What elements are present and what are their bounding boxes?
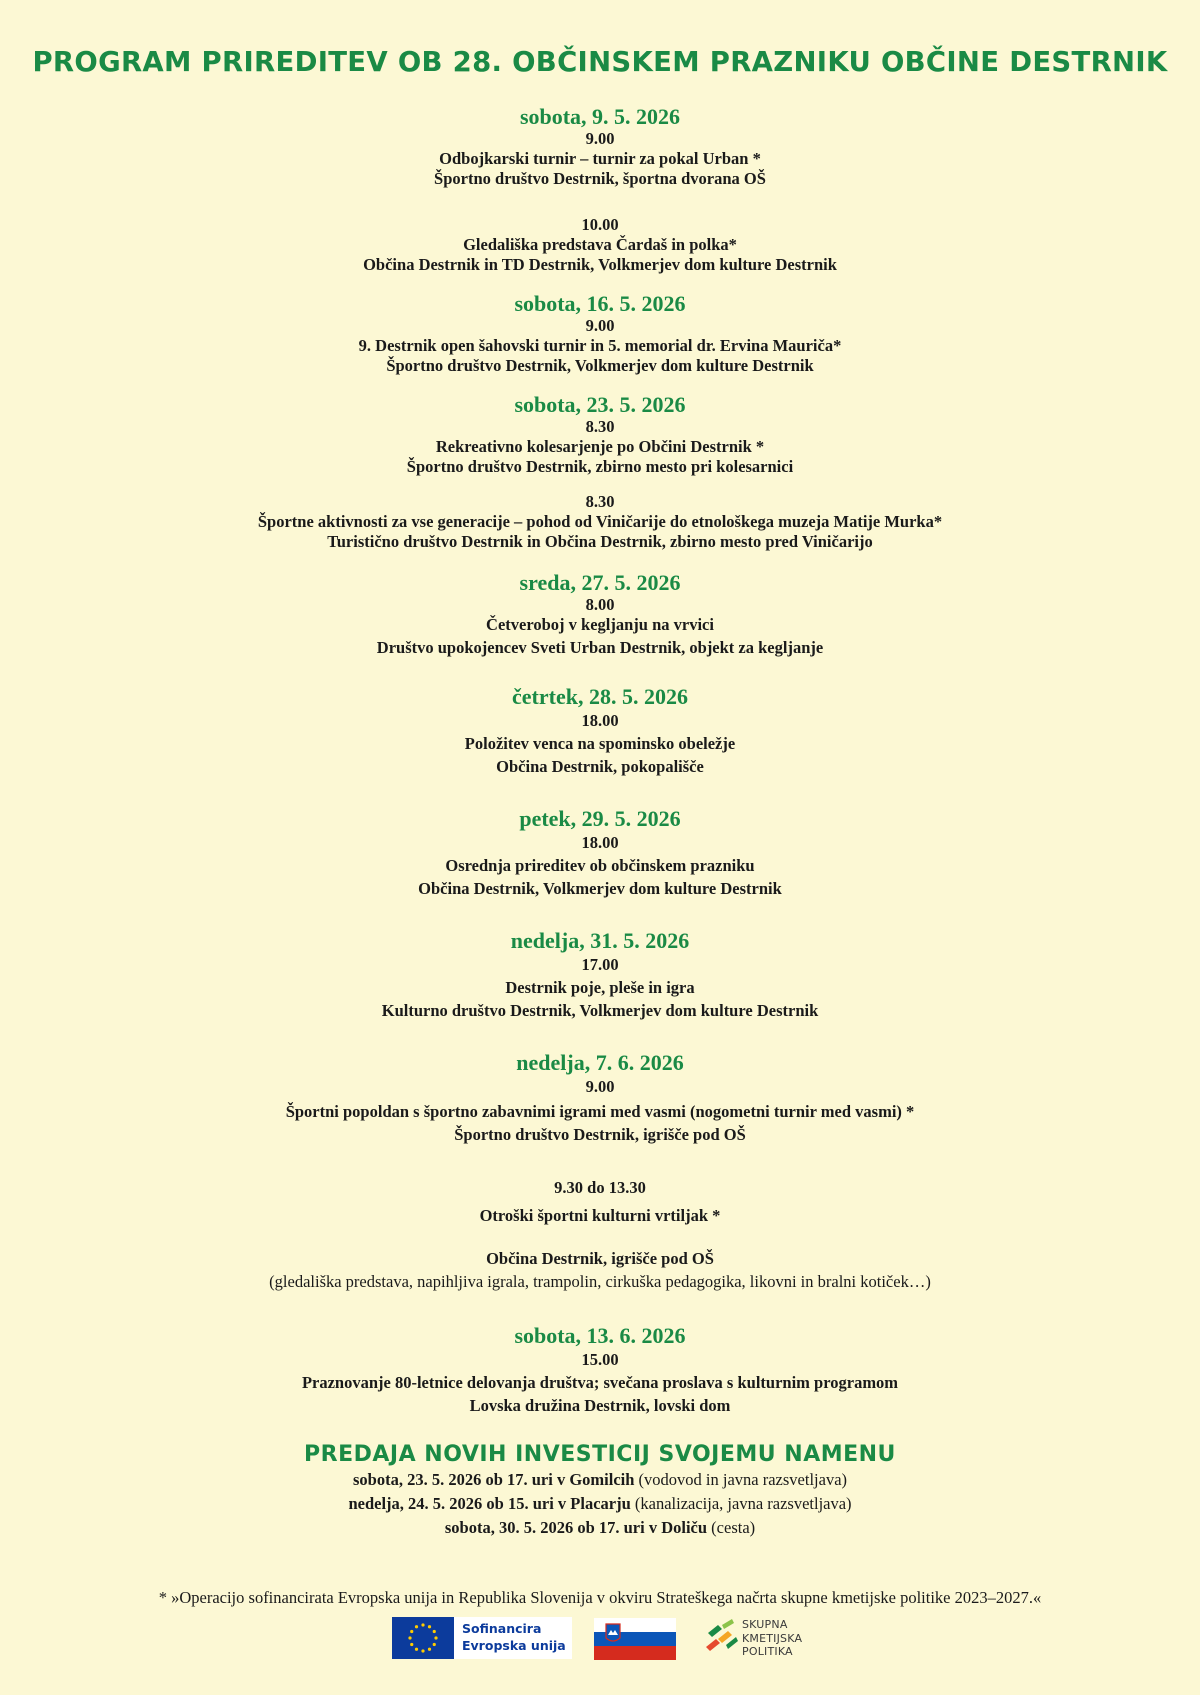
investment-what: (vodovod in javna razsvetljava) bbox=[634, 1470, 848, 1489]
investment-what: (kanalizacija, javna razsvetljava) bbox=[630, 1494, 852, 1513]
skp-logo-line2: KMETIJSKA bbox=[742, 1631, 803, 1645]
skp-logo-line1: SKUPNA bbox=[742, 1618, 788, 1631]
event-title: Gledališka predstava Čardaš in polka* bbox=[463, 235, 737, 254]
event-block bbox=[0, 1178, 1200, 1292]
event-title: Športne aktivnosti za vse generacije – pohod od Viničarije do etnološkega muzeja Matije Murka* bbox=[257, 512, 943, 531]
event-title: 9. Destrnik open šahovski turnir in 5. memorial dr. Ervina Mauriča* bbox=[358, 336, 842, 355]
investment-item bbox=[0, 1494, 1200, 1514]
event-time: 15.00 bbox=[581, 1350, 619, 1369]
day-section bbox=[0, 104, 1200, 189]
eu-star-icon bbox=[415, 1648, 418, 1651]
event-time: 18.00 bbox=[581, 711, 619, 730]
event-time: 17.00 bbox=[581, 955, 619, 974]
eu-flag-icon bbox=[392, 1617, 454, 1659]
eu-star-icon bbox=[421, 1649, 424, 1652]
event-title: Odbojkarski turnir – turnir za pokal Urban * bbox=[439, 149, 761, 168]
skp-emblem-icon bbox=[704, 1619, 740, 1659]
event-organizer: Občina Destrnik, Volkmerjev dom kulture Destrnik bbox=[418, 879, 782, 898]
eu-star-icon bbox=[408, 1636, 411, 1639]
eu-logo-line2: Evropska unija bbox=[462, 1638, 566, 1653]
event-title: Praznovanje 80-letnice delovanja društva; svečana proslava s kulturnim programom bbox=[301, 1373, 899, 1392]
event-title: Športni popoldan s športno zabavnimi igrami med vasmi (nogometni turnir med vasmi) * bbox=[285, 1102, 915, 1121]
event-title: Otroški športni kulturni vrtiljak * bbox=[479, 1206, 721, 1225]
day-section bbox=[0, 928, 1200, 1021]
event-time: 9.30 do 13.30 bbox=[554, 1178, 646, 1197]
event-time: 9.00 bbox=[585, 316, 615, 335]
day-heading: sobota, 13. 6. 2026 bbox=[514, 1323, 686, 1348]
event-title: Četveroboj v kegljanju na vrvici bbox=[486, 615, 714, 634]
eu-star-icon bbox=[433, 1630, 436, 1633]
eu-star-icon bbox=[415, 1625, 418, 1628]
event-block bbox=[0, 492, 1200, 552]
investment-what: (cesta) bbox=[707, 1518, 756, 1537]
investment-when: nedelja, 24. 5. 2026 ob 15. uri v Placarju bbox=[348, 1494, 631, 1513]
event-organizer: Občina Destrnik in TD Destrnik, Volkmerjev dom kulture Destrnik bbox=[363, 255, 837, 274]
day-heading: četrtek, 28. 5. 2026 bbox=[512, 684, 688, 709]
eu-star-icon bbox=[428, 1648, 431, 1651]
event-title: Položitev venca na spominsko obeležje bbox=[464, 734, 736, 753]
event-organizer: Občina Destrnik, igrišče pod OŠ bbox=[486, 1249, 714, 1268]
event-title: Rekreativno kolesarjenje po Občini Destrnik * bbox=[435, 437, 765, 456]
day-section bbox=[0, 570, 1200, 658]
eu-star-icon bbox=[433, 1643, 436, 1646]
event-time: 9.00 bbox=[585, 129, 615, 148]
skp-logo bbox=[704, 1617, 814, 1661]
day-section bbox=[0, 806, 1200, 899]
event-time: 8.00 bbox=[585, 595, 615, 614]
event-organizer: Športno društvo Destrnik, igrišče pod OŠ bbox=[454, 1125, 746, 1144]
slovenia-flag-icon bbox=[594, 1618, 676, 1660]
eu-star-icon bbox=[428, 1625, 431, 1628]
day-section bbox=[0, 291, 1200, 376]
investment-when: sobota, 23. 5. 2026 ob 17. uri v Gomilcih bbox=[352, 1470, 635, 1489]
event-title: Destrnik poje, pleše in igra bbox=[505, 978, 695, 997]
eu-logo bbox=[392, 1617, 572, 1659]
investment-item bbox=[0, 1470, 1200, 1490]
investment-when: sobota, 30. 5. 2026 ob 17. uri v Doliču bbox=[444, 1518, 708, 1537]
event-block bbox=[0, 215, 1200, 275]
skp-logo-line3: POLITIKA bbox=[742, 1645, 793, 1658]
eu-star-icon bbox=[410, 1643, 413, 1646]
event-time: 8.30 bbox=[585, 492, 615, 511]
eu-star-icon bbox=[410, 1630, 413, 1633]
day-heading: sreda, 27. 5. 2026 bbox=[519, 570, 681, 595]
day-section bbox=[0, 1050, 1200, 1145]
day-heading: sobota, 23. 5. 2026 bbox=[514, 392, 686, 417]
event-time: 9.00 bbox=[585, 1077, 615, 1096]
day-heading: sobota, 16. 5. 2026 bbox=[514, 291, 686, 316]
event-title: Osrednja prireditev ob občinskem prazniku bbox=[445, 856, 755, 875]
day-heading: sobota, 9. 5. 2026 bbox=[519, 104, 681, 129]
event-organizer: Občina Destrnik, pokopališče bbox=[496, 757, 704, 776]
sponsor-logos bbox=[392, 1617, 812, 1661]
day-heading: nedelja, 7. 6. 2026 bbox=[516, 1050, 684, 1075]
day-section bbox=[0, 684, 1200, 777]
event-time: 18.00 bbox=[581, 833, 619, 852]
day-heading: nedelja, 31. 5. 2026 bbox=[510, 928, 690, 953]
event-organizer: Društvo upokojencev Sveti Urban Destrnik, objekt za kegljanje bbox=[376, 638, 824, 657]
event-time: 8.30 bbox=[585, 417, 615, 436]
event-note: (gledališka predstava, napihljiva igrala, trampolin, cirkuška pedagogika, likovni in bralni kotiček…) bbox=[269, 1272, 931, 1291]
event-organizer: Kulturno društvo Destrnik, Volkmerjev dom kulture Destrnik bbox=[381, 1001, 819, 1020]
day-section bbox=[0, 392, 1200, 477]
day-section bbox=[0, 1323, 1200, 1416]
page-title: PROGRAM PRIREDITEV OB 28. OBČINSKEM PRAZNIKU OBČINE DESTRNIK bbox=[32, 46, 1168, 78]
investment-item bbox=[0, 1518, 1200, 1538]
event-organizer: Športno društvo Destrnik, športna dvorana OŠ bbox=[434, 169, 766, 188]
event-time: 10.00 bbox=[581, 215, 619, 234]
eu-star-icon bbox=[421, 1623, 424, 1626]
event-organizer: Športno društvo Destrnik, Volkmerjev dom kulture Destrnik bbox=[386, 356, 814, 375]
day-heading: petek, 29. 5. 2026 bbox=[519, 806, 681, 831]
footnote: * »Operacijo sofinancirata Evropska unija in Republika Slovenija v okviru Strateškega načrta skupne kmetijske politike 2023–2027.« bbox=[158, 1588, 1042, 1607]
eu-logo-line1: Sofinancira bbox=[462, 1621, 542, 1636]
investments-heading: PREDAJA NOVIH INVESTICIJ SVOJEMU NAMENU bbox=[304, 1442, 896, 1467]
eu-star-icon bbox=[434, 1636, 437, 1639]
event-organizer: Športno društvo Destrnik, zbirno mesto pri kolesarnici bbox=[406, 457, 794, 476]
event-organizer: Lovska družina Destrnik, lovski dom bbox=[469, 1396, 731, 1415]
event-organizer: Turistično društvo Destrnik in Občina Destrnik, zbirno mesto pred Viničarijo bbox=[327, 532, 873, 551]
